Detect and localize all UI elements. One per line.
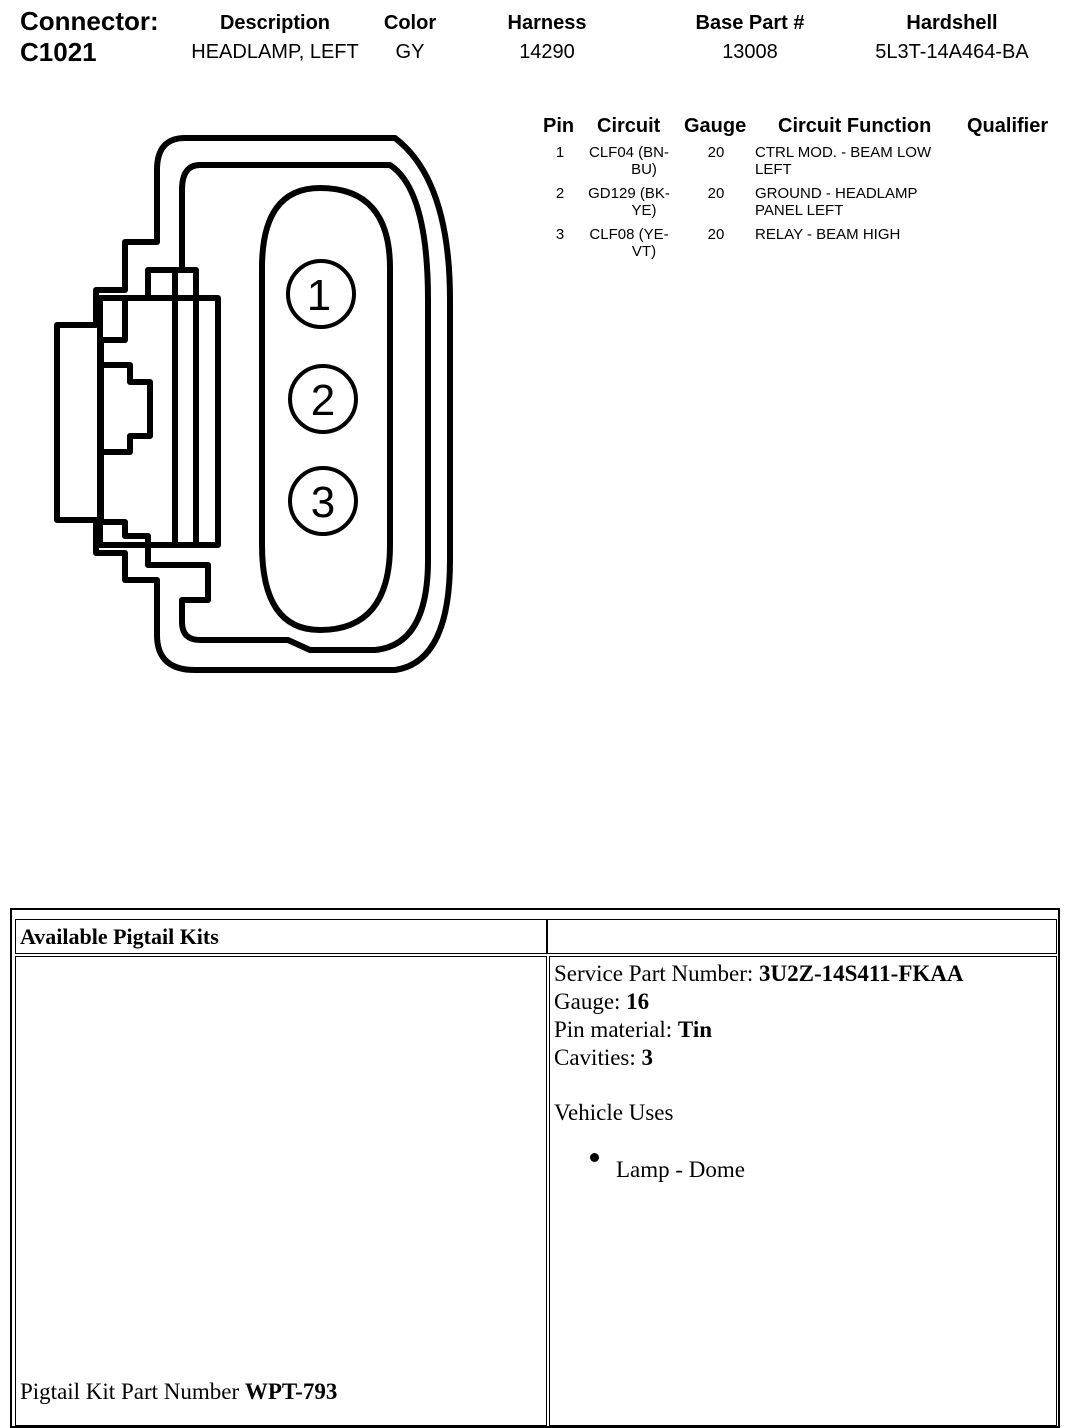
base-part-value: 13008 (722, 41, 778, 63)
gauge-value: 20 (707, 144, 725, 161)
pin-material-spec (554, 1017, 712, 1043)
pigtail-title-spacer-cell (547, 919, 1057, 954)
latch-tab (100, 365, 150, 452)
harness-value: 14290 (519, 41, 575, 63)
pigtail-kit-label: Pigtail Kit Part Number (20, 1379, 240, 1404)
bullet-icon (590, 1153, 599, 1162)
pigtail-kit-part-number (20, 1379, 337, 1405)
pin-table-row (0, 185, 1068, 221)
circuit-function (755, 226, 955, 243)
gauge-spec-label: Gauge: (554, 989, 621, 1014)
cavities-spec (554, 1045, 653, 1071)
pin-3-label: 3 (310, 478, 336, 527)
pigtail-kits-title: Available Pigtail Kits (15, 919, 547, 954)
function-line-1: CTRL MOD. - BEAM LOW (755, 144, 932, 161)
circuit-function (755, 185, 955, 219)
pin-material-label: Pin material: (554, 1017, 673, 1042)
cavities-value: 3 (641, 1045, 654, 1070)
qualifier-column-header: Qualifier (967, 115, 1049, 137)
circuit-id (584, 185, 674, 219)
pin-column-header: Pin (543, 115, 575, 137)
circuit-function (755, 144, 955, 178)
color-value: GY (395, 41, 425, 63)
pin-table-row (0, 226, 1068, 262)
harness-label: Harness (507, 12, 587, 34)
pin-table-row (0, 144, 1068, 180)
circuit-line-2: BU) (631, 161, 657, 178)
cavities-label: Cavities: (554, 1045, 636, 1070)
service-part-label: Service Part Number: (554, 961, 754, 986)
pin-number: 2 (555, 185, 565, 202)
connector-label: Connector: (20, 6, 159, 36)
circuit-line-2: VT) (631, 243, 657, 260)
hardshell-value: 5L3T-14A464-BA (875, 41, 1029, 63)
function-line-1: GROUND - HEADLAMP (755, 185, 918, 202)
circuit-line-1: CLF04 (BN- (588, 144, 670, 161)
pin-2-label: 2 (310, 376, 336, 425)
pin-material-value: Tin (677, 1017, 713, 1042)
gauge-value: 20 (707, 226, 725, 243)
color-label: Color (383, 12, 437, 34)
gauge-spec (554, 989, 649, 1015)
latch-window (100, 298, 218, 545)
connector-value: C1021 (20, 37, 97, 67)
circuit-id (584, 226, 674, 260)
service-part-value: 3U2Z-14S411-FKAA (759, 961, 964, 986)
circuit-line-1: GD129 (BK- (588, 185, 670, 202)
hardshell-label: Hardshell (906, 12, 998, 34)
description-value: HEADLAMP, LEFT (191, 41, 359, 63)
pigtail-kit-value: WPT-793 (244, 1379, 338, 1404)
circuit-column-header: Circuit (597, 115, 661, 137)
pin-number: 3 (555, 226, 565, 243)
pin-1-label: 1 (306, 271, 332, 320)
description-label: Description (219, 12, 331, 34)
gauge-column-header: Gauge (684, 115, 747, 137)
circuit-function-column-header: Circuit Function (778, 115, 932, 137)
base-part-label: Base Part # (695, 12, 805, 34)
pin-number: 1 (555, 144, 565, 161)
circuit-line-1: CLF08 (YE- (589, 226, 669, 243)
function-line-2: LEFT (755, 161, 792, 178)
circuit-line-2: YE) (631, 202, 657, 219)
latch-bar (175, 270, 196, 545)
service-part-number (554, 961, 963, 987)
vehicle-use-item: Lamp - Dome (616, 1157, 746, 1182)
vehicle-uses-heading: Vehicle Uses (554, 1100, 674, 1125)
circuit-id (584, 144, 674, 178)
function-line-1: RELAY - BEAM HIGH (755, 226, 901, 243)
pigtail-kit-image-cell (15, 956, 547, 1426)
gauge-value: 20 (707, 185, 725, 202)
function-line-2: PANEL LEFT (755, 202, 844, 219)
gauge-spec-value: 16 (626, 989, 650, 1014)
pigtail-kit-details-cell (549, 956, 1057, 1426)
